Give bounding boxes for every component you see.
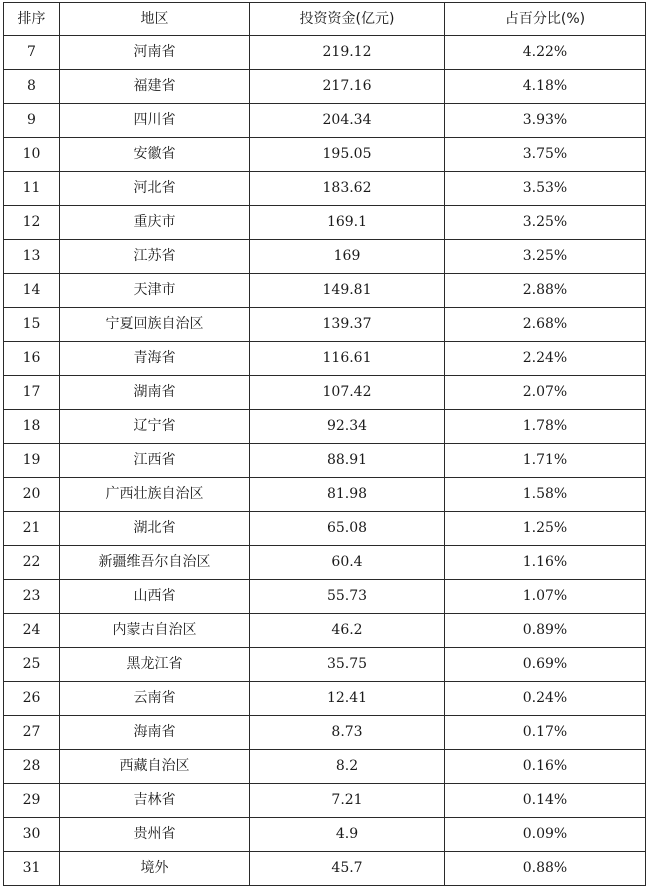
cell-percent: 4.18% (445, 70, 646, 104)
cell-region: 安徽省 (60, 138, 250, 172)
table-row (4, 614, 646, 648)
cell-rank: 23 (4, 580, 60, 614)
cell-region: 天津市 (60, 274, 250, 308)
cell-rank: 17 (4, 376, 60, 410)
cell-amount: 12.41 (250, 682, 445, 716)
table-row (4, 274, 646, 308)
cell-amount: 4.9 (250, 818, 445, 852)
table-row (4, 580, 646, 614)
cell-amount: 149.81 (250, 274, 445, 308)
cell-region: 河南省 (60, 36, 250, 70)
investment-table-container (3, 2, 645, 886)
table-row (4, 36, 646, 70)
cell-region: 四川省 (60, 104, 250, 138)
table-row (4, 376, 646, 410)
cell-percent: 0.16% (445, 750, 646, 784)
table-row (4, 104, 646, 138)
cell-amount: 139.37 (250, 308, 445, 342)
header-row (4, 3, 646, 36)
cell-rank: 31 (4, 852, 60, 886)
cell-percent: 1.78% (445, 410, 646, 444)
table-row (4, 648, 646, 682)
cell-rank: 25 (4, 648, 60, 682)
table-row (4, 410, 646, 444)
cell-region: 贵州省 (60, 818, 250, 852)
header-amount: 投资资金(亿元) (250, 3, 445, 36)
cell-rank: 9 (4, 104, 60, 138)
cell-region: 云南省 (60, 682, 250, 716)
cell-amount: 60.4 (250, 546, 445, 580)
cell-rank: 30 (4, 818, 60, 852)
cell-amount: 45.7 (250, 852, 445, 886)
table-row (4, 784, 646, 818)
cell-region: 福建省 (60, 70, 250, 104)
cell-rank: 8 (4, 70, 60, 104)
cell-rank: 10 (4, 138, 60, 172)
table-row (4, 308, 646, 342)
header-percent: 占百分比(%) (445, 3, 646, 36)
cell-amount: 8.73 (250, 716, 445, 750)
cell-percent: 3.93% (445, 104, 646, 138)
cell-percent: 0.89% (445, 614, 646, 648)
cell-percent: 3.25% (445, 240, 646, 274)
cell-amount: 46.2 (250, 614, 445, 648)
table-row (4, 818, 646, 852)
cell-percent: 3.75% (445, 138, 646, 172)
cell-rank: 29 (4, 784, 60, 818)
cell-percent: 0.88% (445, 852, 646, 886)
cell-percent: 2.68% (445, 308, 646, 342)
cell-amount: 169 (250, 240, 445, 274)
table-row (4, 444, 646, 478)
table-row (4, 206, 646, 240)
cell-amount: 116.61 (250, 342, 445, 376)
cell-rank: 16 (4, 342, 60, 376)
cell-amount: 7.21 (250, 784, 445, 818)
cell-region: 新疆维吾尔自治区 (60, 546, 250, 580)
cell-rank: 15 (4, 308, 60, 342)
cell-rank: 27 (4, 716, 60, 750)
table-row (4, 138, 646, 172)
cell-region: 宁夏回族自治区 (60, 308, 250, 342)
table-row (4, 240, 646, 274)
cell-region: 湖北省 (60, 512, 250, 546)
cell-region: 黑龙江省 (60, 648, 250, 682)
cell-amount: 183.62 (250, 172, 445, 206)
cell-percent: 4.22% (445, 36, 646, 70)
cell-region: 江西省 (60, 444, 250, 478)
cell-amount: 35.75 (250, 648, 445, 682)
cell-percent: 0.24% (445, 682, 646, 716)
cell-rank: 21 (4, 512, 60, 546)
table-row (4, 342, 646, 376)
cell-amount: 169.1 (250, 206, 445, 240)
cell-percent: 1.25% (445, 512, 646, 546)
table-row (4, 682, 646, 716)
cell-region: 境外 (60, 852, 250, 886)
cell-rank: 18 (4, 410, 60, 444)
cell-rank: 12 (4, 206, 60, 240)
cell-percent: 2.88% (445, 274, 646, 308)
table-row (4, 512, 646, 546)
cell-region: 河北省 (60, 172, 250, 206)
cell-amount: 8.2 (250, 750, 445, 784)
cell-percent: 0.14% (445, 784, 646, 818)
cell-rank: 20 (4, 478, 60, 512)
cell-percent: 0.09% (445, 818, 646, 852)
table-row (4, 852, 646, 886)
table-row (4, 716, 646, 750)
cell-rank: 11 (4, 172, 60, 206)
cell-region: 西藏自治区 (60, 750, 250, 784)
cell-percent: 0.17% (445, 716, 646, 750)
cell-percent: 3.25% (445, 206, 646, 240)
header-region: 地区 (60, 3, 250, 36)
table-row (4, 478, 646, 512)
cell-amount: 55.73 (250, 580, 445, 614)
cell-region: 湖南省 (60, 376, 250, 410)
cell-region: 重庆市 (60, 206, 250, 240)
table-body (4, 36, 646, 886)
table-header (4, 3, 646, 36)
table-row (4, 750, 646, 784)
cell-amount: 107.42 (250, 376, 445, 410)
cell-rank: 13 (4, 240, 60, 274)
cell-region: 海南省 (60, 716, 250, 750)
cell-region: 山西省 (60, 580, 250, 614)
cell-amount: 217.16 (250, 70, 445, 104)
cell-amount: 81.98 (250, 478, 445, 512)
cell-percent: 3.53% (445, 172, 646, 206)
cell-amount: 65.08 (250, 512, 445, 546)
cell-amount: 219.12 (250, 36, 445, 70)
cell-region: 吉林省 (60, 784, 250, 818)
cell-percent: 0.69% (445, 648, 646, 682)
cell-region: 青海省 (60, 342, 250, 376)
cell-region: 江苏省 (60, 240, 250, 274)
cell-amount: 88.91 (250, 444, 445, 478)
cell-percent: 2.07% (445, 376, 646, 410)
cell-rank: 26 (4, 682, 60, 716)
investment-table (3, 2, 646, 886)
cell-percent: 1.58% (445, 478, 646, 512)
cell-rank: 19 (4, 444, 60, 478)
cell-percent: 1.07% (445, 580, 646, 614)
cell-region: 辽宁省 (60, 410, 250, 444)
cell-percent: 1.16% (445, 546, 646, 580)
table-row (4, 546, 646, 580)
cell-rank: 7 (4, 36, 60, 70)
cell-region: 内蒙古自治区 (60, 614, 250, 648)
cell-amount: 195.05 (250, 138, 445, 172)
cell-rank: 14 (4, 274, 60, 308)
cell-percent: 2.24% (445, 342, 646, 376)
cell-rank: 24 (4, 614, 60, 648)
cell-rank: 22 (4, 546, 60, 580)
table-row (4, 172, 646, 206)
cell-rank: 28 (4, 750, 60, 784)
cell-region: 广西壮族自治区 (60, 478, 250, 512)
cell-percent: 1.71% (445, 444, 646, 478)
table-row (4, 70, 646, 104)
cell-amount: 204.34 (250, 104, 445, 138)
header-rank: 排序 (4, 3, 60, 36)
cell-amount: 92.34 (250, 410, 445, 444)
